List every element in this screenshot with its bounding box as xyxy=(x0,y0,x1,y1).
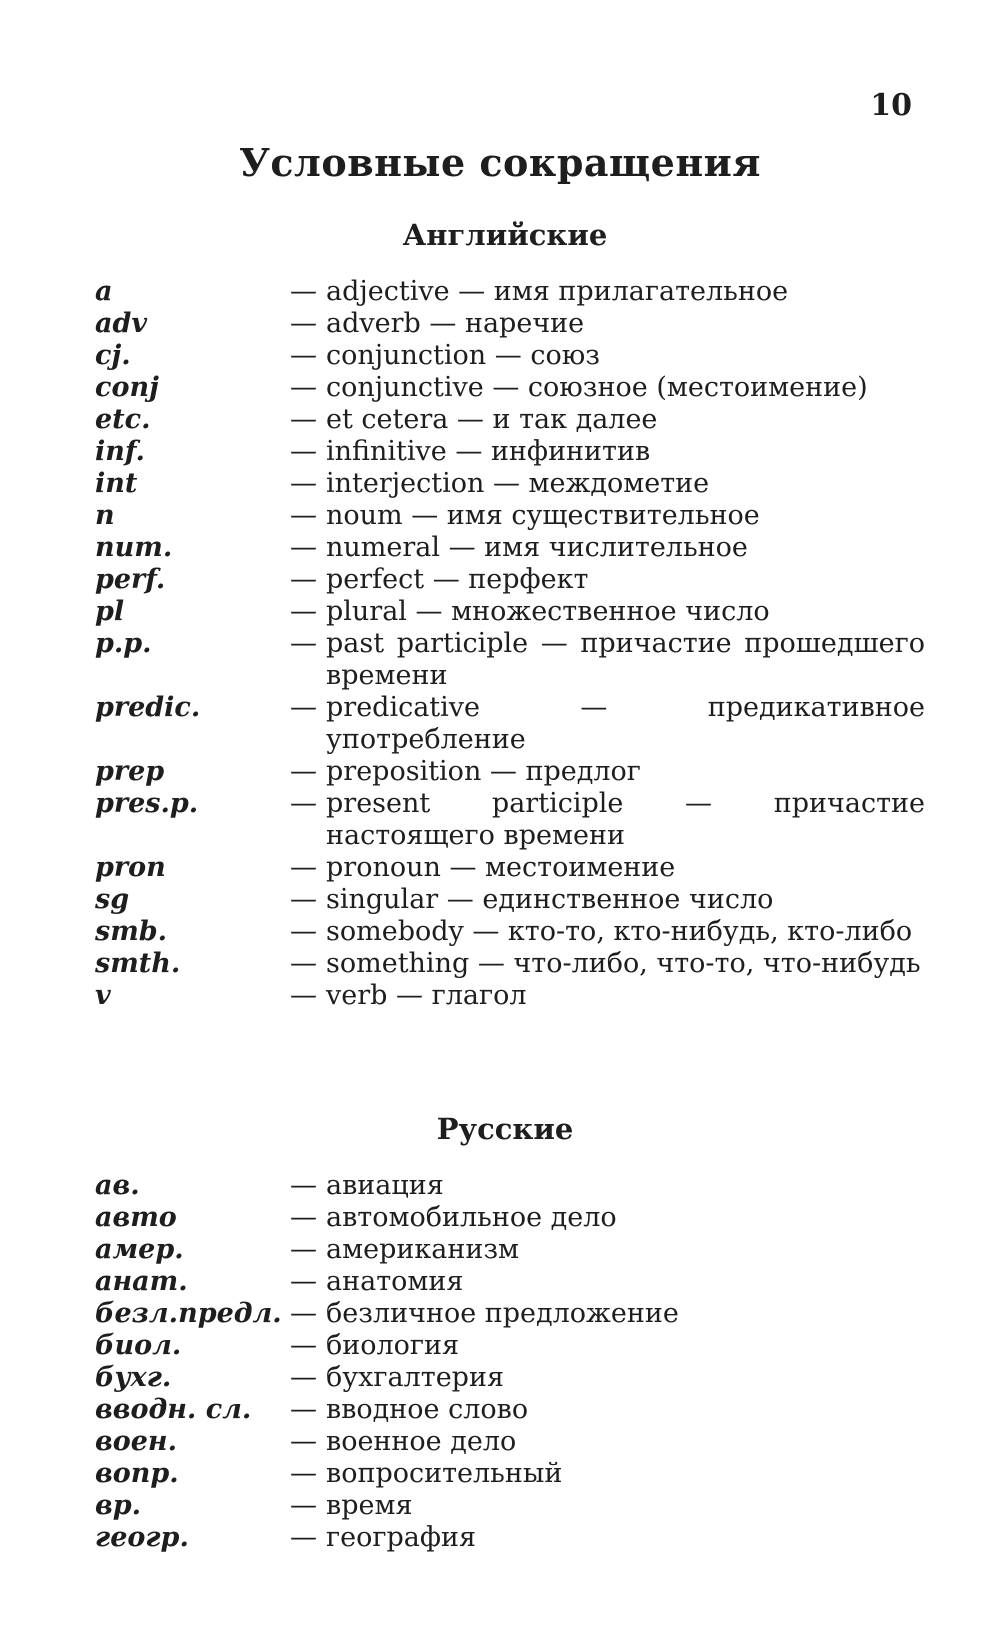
em-dash-separator: — xyxy=(290,1330,317,1361)
em-dash-separator: — xyxy=(290,404,317,435)
abbreviation-definition: preposition — предлог xyxy=(326,756,641,787)
abbreviation-term: inf. xyxy=(95,436,145,467)
abbreviation-term: pres.p. xyxy=(95,788,199,819)
abbreviation-term: adv xyxy=(95,308,148,339)
abbreviation-term: a xyxy=(95,276,113,307)
abbreviation-entry xyxy=(95,916,925,948)
abbreviation-entry xyxy=(95,564,925,596)
em-dash-separator: — xyxy=(290,1298,317,1329)
abbreviation-entry xyxy=(95,852,925,884)
section-heading-english: Английские xyxy=(402,218,608,252)
abbreviation-definition: авиация xyxy=(326,1170,444,1201)
em-dash-separator: — xyxy=(290,340,317,371)
em-dash-separator: — xyxy=(290,1266,317,1297)
abbreviation-entry xyxy=(95,340,925,372)
abbreviation-entry xyxy=(95,1522,925,1554)
abbreviation-definition: numeral — имя числительное xyxy=(326,532,748,563)
abbreviation-definition: американизм xyxy=(326,1234,520,1265)
em-dash-separator: — xyxy=(290,1170,317,1201)
abbreviation-definition: география xyxy=(326,1522,477,1553)
abbreviation-definition: время xyxy=(326,1490,413,1521)
abbreviation-entry xyxy=(95,980,925,1012)
russian-abbreviations-list xyxy=(95,1170,925,1554)
abbreviation-entry xyxy=(95,1458,925,1490)
abbreviation-term: биол. xyxy=(95,1330,182,1361)
abbreviation-term: pron xyxy=(95,852,166,883)
abbreviation-definition: present participle — причастие настоящего времени xyxy=(326,788,925,851)
abbreviation-definition: noum — имя существительное xyxy=(326,500,760,531)
abbreviation-definition: бухгалтерия xyxy=(326,1362,504,1393)
em-dash-separator: — xyxy=(290,1362,317,1393)
em-dash-separator: — xyxy=(290,692,317,723)
abbreviation-term: вводн. сл. xyxy=(95,1394,252,1425)
em-dash-separator: — xyxy=(290,788,317,819)
abbreviation-entry xyxy=(95,1490,925,1522)
abbreviation-definition: биология xyxy=(326,1330,460,1361)
page-title: Условные сокращения xyxy=(239,140,761,185)
abbreviation-term: sg xyxy=(95,884,130,915)
em-dash-separator: — xyxy=(290,756,317,787)
abbreviation-term: predic. xyxy=(95,692,201,723)
abbreviation-entry xyxy=(95,436,925,468)
abbreviation-entry xyxy=(95,628,925,692)
abbreviation-entry xyxy=(95,372,925,404)
abbreviation-entry xyxy=(95,404,925,436)
em-dash-separator: — xyxy=(290,980,317,1011)
abbreviation-definition: verb — глагол xyxy=(326,980,527,1011)
abbreviation-term: геогр. xyxy=(95,1522,189,1553)
abbreviation-entry xyxy=(95,756,925,788)
abbreviation-definition: perfect — перфект xyxy=(326,564,589,595)
em-dash-separator: — xyxy=(290,532,317,563)
abbreviation-definition: interjection — междометие xyxy=(326,468,710,499)
abbreviation-entry xyxy=(95,596,925,628)
abbreviation-term: воен. xyxy=(95,1426,178,1457)
abbreviation-entry xyxy=(95,1202,925,1234)
abbreviation-term: pl xyxy=(95,596,125,627)
abbreviation-definition: вопросительный xyxy=(326,1458,563,1489)
abbreviation-term: prep xyxy=(95,756,165,787)
em-dash-separator: — xyxy=(290,564,317,595)
abbreviation-definition: вводное слово xyxy=(326,1394,529,1425)
abbreviation-definition: безличное предложение xyxy=(326,1298,679,1329)
em-dash-separator: — xyxy=(290,308,317,339)
abbreviation-term: cj. xyxy=(95,340,131,371)
abbreviation-entry xyxy=(95,1266,925,1298)
em-dash-separator: — xyxy=(290,1202,317,1233)
em-dash-separator: — xyxy=(290,468,317,499)
abbreviation-entry xyxy=(95,500,925,532)
abbreviation-entry xyxy=(95,948,925,980)
em-dash-separator: — xyxy=(290,1522,317,1553)
abbreviation-definition: singular — единственное число xyxy=(326,884,774,915)
abbreviation-definition: анатомия xyxy=(326,1266,464,1297)
abbreviation-entry xyxy=(95,788,925,852)
abbreviation-entry xyxy=(95,884,925,916)
abbreviation-entry xyxy=(95,1362,925,1394)
em-dash-separator: — xyxy=(290,1426,317,1457)
abbreviation-entry xyxy=(95,1170,925,1202)
abbreviation-definition: adverb — наречие xyxy=(326,308,585,339)
page-number: 10 xyxy=(870,88,912,123)
em-dash-separator: — xyxy=(290,436,317,467)
abbreviation-definition: plural — множественное число xyxy=(326,596,770,627)
abbreviation-term: анат. xyxy=(95,1266,188,1297)
em-dash-separator: — xyxy=(290,1394,317,1425)
abbreviation-term: smth. xyxy=(95,948,181,979)
abbreviation-term: p.p. xyxy=(95,628,152,659)
em-dash-separator: — xyxy=(290,1490,317,1521)
abbreviation-term: амер. xyxy=(95,1234,184,1265)
em-dash-separator: — xyxy=(290,500,317,531)
abbreviation-definition: infinitive — инфинитив xyxy=(326,436,651,467)
abbreviation-definition: something — что-либо, что-то, что-нибудь xyxy=(326,948,921,979)
abbreviation-term: v xyxy=(95,980,111,1011)
abbreviation-term: conj xyxy=(95,372,159,403)
em-dash-separator: — xyxy=(290,276,317,307)
abbreviation-term: бухг. xyxy=(95,1362,172,1393)
abbreviation-term: etc. xyxy=(95,404,151,435)
abbreviation-entry xyxy=(95,468,925,500)
abbreviation-definition: pronoun — местоимение xyxy=(326,852,676,883)
em-dash-separator: — xyxy=(290,884,317,915)
abbreviation-entry xyxy=(95,692,925,756)
abbreviation-entry xyxy=(95,1298,925,1330)
em-dash-separator: — xyxy=(290,372,317,403)
em-dash-separator: — xyxy=(290,916,317,947)
em-dash-separator: — xyxy=(290,1458,317,1489)
abbreviation-term: num. xyxy=(95,532,173,563)
abbreviation-term: авто xyxy=(95,1202,177,1233)
abbreviation-term: безл.предл. xyxy=(95,1298,282,1329)
em-dash-separator: — xyxy=(290,1234,317,1265)
abbreviation-definition: somebody — кто-то, кто-нибудь, кто-либо xyxy=(326,916,913,947)
abbreviation-term: smb. xyxy=(95,916,168,947)
em-dash-separator: — xyxy=(290,852,317,883)
abbreviation-definition: past participle — причастие прошедшего времени xyxy=(326,628,925,691)
abbreviation-term: вр. xyxy=(95,1490,142,1521)
abbreviation-definition: adjective — имя прилагательное xyxy=(326,276,789,307)
english-abbreviations-list xyxy=(95,276,925,1012)
abbreviation-entry xyxy=(95,1394,925,1426)
abbreviation-term: n xyxy=(95,500,115,531)
abbreviation-term: int xyxy=(95,468,138,499)
em-dash-separator: — xyxy=(290,948,317,979)
em-dash-separator: — xyxy=(290,596,317,627)
abbreviation-entry xyxy=(95,1426,925,1458)
abbreviation-entry xyxy=(95,1234,925,1266)
abbreviation-definition: et cetera — и так далее xyxy=(326,404,658,435)
abbreviation-definition: conjunction — союз xyxy=(326,340,600,371)
abbreviation-definition: conjunctive — союзное (местоимение) xyxy=(326,372,868,403)
abbreviation-term: ав. xyxy=(95,1170,140,1201)
em-dash-separator: — xyxy=(290,628,317,659)
abbreviation-definition: predicative — предикативное употребление xyxy=(326,692,925,755)
abbreviation-definition: автомобильное дело xyxy=(326,1202,617,1233)
abbreviation-term: perf. xyxy=(95,564,166,595)
abbreviation-entry xyxy=(95,532,925,564)
abbreviation-term: вопр. xyxy=(95,1458,179,1489)
abbreviation-entry xyxy=(95,308,925,340)
abbreviation-entry xyxy=(95,1330,925,1362)
abbreviation-definition: военное дело xyxy=(326,1426,517,1457)
section-heading-russian: Русские xyxy=(436,1112,574,1146)
abbreviation-entry xyxy=(95,276,925,308)
